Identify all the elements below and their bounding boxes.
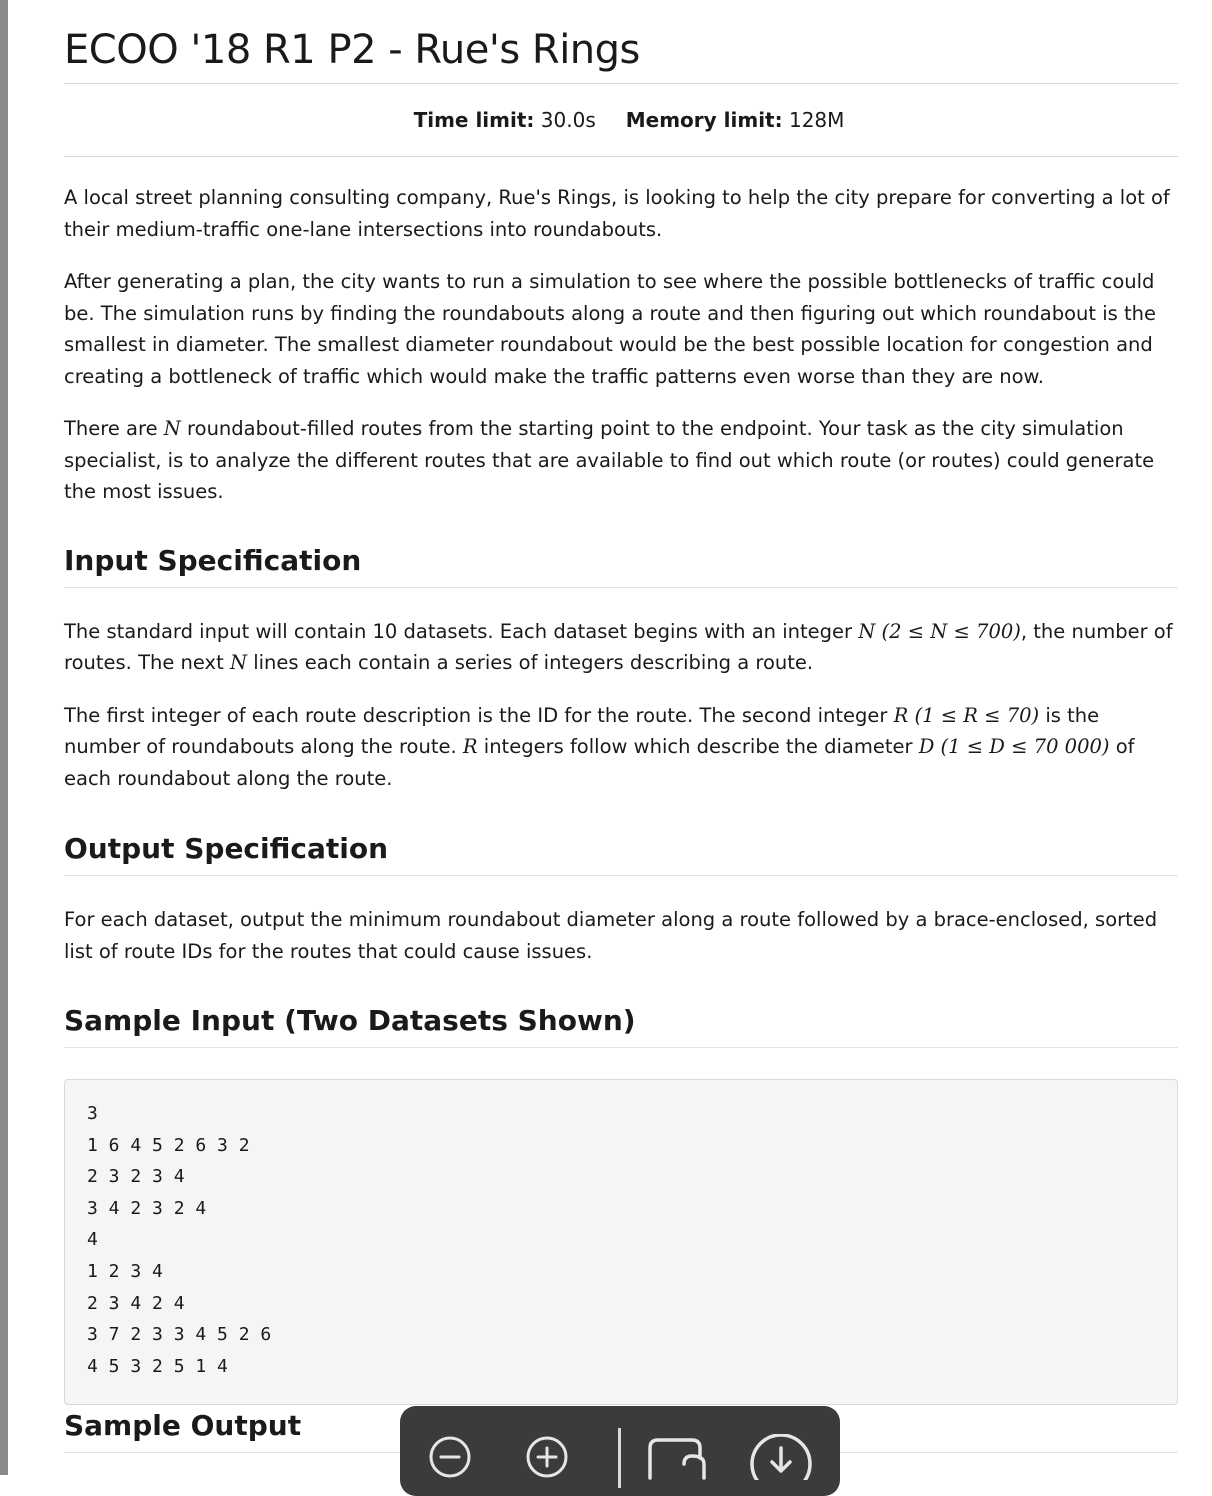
page-title: ECOO '18 R1 P2 - Rue's Rings	[64, 0, 1178, 84]
text-run: of each roundabout along the route.	[64, 735, 1135, 790]
math-expr: R (1 ≤ R ≤ 70)	[893, 703, 1040, 727]
memory-limit-value: 128M	[788, 108, 845, 132]
download-icon[interactable]	[748, 1434, 814, 1480]
text-run: , the number of routes. The next	[64, 619, 1173, 674]
zoom-in-icon[interactable]	[524, 1434, 570, 1480]
intro-paragraph-3	[64, 413, 1178, 508]
code-line: 4	[87, 1229, 98, 1251]
code-line: 1 2 3 4	[87, 1260, 163, 1282]
memory-limit-label: Memory limit:	[625, 108, 783, 132]
code-line: 2 3 4 2 4	[87, 1292, 185, 1314]
print-icon[interactable]	[646, 1434, 708, 1480]
time-limit-label: Time limit:	[413, 108, 535, 132]
code-line: 3 4 2 3 2 4	[87, 1197, 207, 1219]
pdf-viewer-toolbar	[400, 1406, 840, 1496]
code-line: 4 5 3 2 5 1 4	[87, 1355, 228, 1377]
input-spec-paragraph-2	[64, 700, 1178, 795]
code-line: 1 6 4 5 2 6 3 2	[87, 1134, 250, 1156]
input-spec-heading: Input Specification	[64, 543, 1178, 588]
intro-paragraph-2: After generating a plan, the city wants to run a simulation to see where the possible bottlenecks of traffic could be. The simulation runs by finding the roundabouts along a route and then figuring out which roundabout is the smallest in diameter. The smallest diameter roundabout would be the best possible location for congestion and creating a bottleneck of traffic which would make the traffic patterns even worse than they are now.	[64, 270, 1157, 388]
toolbar-separator	[618, 1428, 621, 1488]
text-run: lines each contain a series of integers describing a route.	[247, 651, 814, 674]
sample-output-heading: Sample Output	[64, 1408, 1178, 1453]
memory-limit	[626, 108, 845, 132]
code-line: 2 3 2 3 4	[87, 1166, 185, 1188]
math-expr: D (1 ≤ D ≤ 70 000)	[918, 735, 1110, 758]
output-spec-paragraph: For each dataset, output the minimum roundabout diameter along a route followed by a brace-enclosed, sorted list of route IDs for the routes that could cause issues.	[64, 908, 1158, 963]
math-var: N	[163, 417, 181, 440]
zoom-out-icon[interactable]	[427, 1434, 473, 1480]
math-var: R	[462, 735, 478, 758]
math-expr: N (2 ≤ N ≤ 700)	[858, 619, 1021, 643]
text-run: roundabout-filled routes from the starting point to the endpoint. Your task as the city simulation specialist, is to analyze the different routes that are available to find out which route (or routes) could generate the most issues.	[64, 417, 1155, 503]
input-spec-paragraph-1	[64, 616, 1178, 679]
left-edge-bar	[0, 0, 8, 1475]
output-spec-heading: Output Specification	[64, 831, 1178, 876]
time-limit-value: 30.0s	[540, 108, 596, 132]
sample-input-heading: Sample Input (Two Datasets Shown)	[64, 1003, 1178, 1048]
text-run: The first integer of each route description is the ID for the route. The second integer	[64, 703, 894, 727]
time-limit	[414, 108, 596, 132]
code-line: 3 7 2 3 3 4 5 2 6	[87, 1324, 272, 1346]
math-var: N	[229, 651, 248, 674]
problem-page	[64, 0, 1178, 1442]
text-run: is the number of roundabouts along the route.	[64, 703, 1100, 758]
sample-input-code[interactable]	[64, 1079, 1178, 1405]
text-run: integers follow which describe the diameter	[477, 735, 919, 758]
limits-bar	[64, 84, 1178, 157]
intro-paragraph-1: A local street planning consulting company, Rue's Rings, is looking to help the city prepare for converting a lot of their medium-traffic one-lane intersections into roundabouts.	[64, 186, 1170, 241]
text-run: There are	[64, 417, 164, 440]
text-run: The standard input will contain 10 datasets. Each dataset begins with an integer	[64, 619, 859, 643]
code-line: 3	[87, 1103, 98, 1124]
